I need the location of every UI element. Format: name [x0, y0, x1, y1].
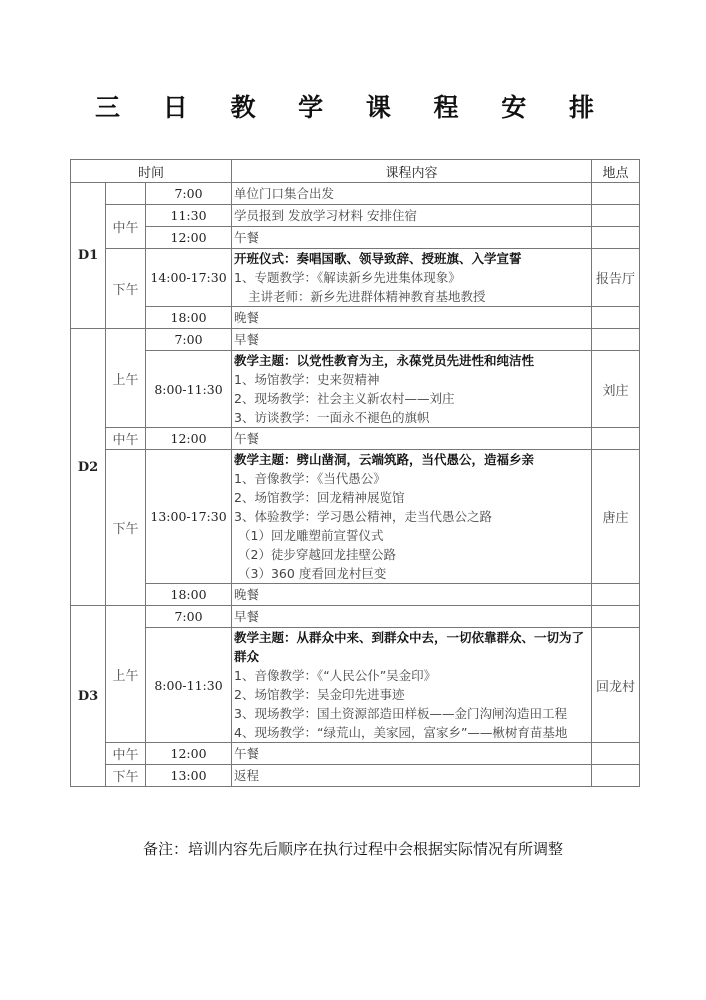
time-cell: 8:00-11:30: [146, 351, 232, 428]
time-cell: 8:00-11:30: [146, 628, 232, 743]
content-line: 2、场馆教学：吴金印先进事迹: [234, 687, 405, 702]
table-row: [71, 765, 640, 787]
period-cell: 中午: [106, 428, 146, 450]
time-cell: 12:00: [146, 227, 232, 249]
table-row: [71, 351, 640, 428]
time-cell: 7:00: [146, 183, 232, 205]
content-line: 1、音像教学：《“人民公仆”吴金印》: [234, 668, 437, 683]
location-cell: 报告厅: [592, 249, 640, 307]
page-title: 三 日 教 学 课 程 安 排: [95, 93, 611, 122]
content-cell: 午餐: [232, 428, 592, 450]
content-line: （2）徒步穿越回龙挂壁公路: [238, 547, 396, 562]
day-label: D2: [71, 329, 106, 606]
period-cell: 中午: [106, 205, 146, 249]
location-cell: [592, 307, 640, 329]
content-line: 3、现场教学：国土资源部造田样板——金门沟闸沟造田工程: [234, 706, 567, 721]
content-line: 主讲老师：新乡先进群体精神教育基地教授: [248, 289, 486, 304]
content-cell: 学员报到 发放学习材料 安排住宿: [232, 205, 592, 227]
content-cell: 午餐: [232, 227, 592, 249]
period-cell: 下午: [106, 450, 146, 606]
day-label: D1: [71, 183, 106, 329]
content-cell: [232, 450, 592, 584]
table-row: [71, 227, 640, 249]
location-cell: [592, 183, 640, 205]
table-row: [71, 329, 640, 351]
location-cell: [592, 584, 640, 606]
time-cell: 11:30: [146, 205, 232, 227]
content-line: 3、访谈教学：一面永不褪色的旗帜: [234, 410, 430, 425]
table-row: [71, 428, 640, 450]
schedule-table: [70, 159, 640, 787]
period-cell: 上午: [106, 606, 146, 743]
content-line: 1、场馆教学：史来贺精神: [234, 372, 380, 387]
table-row: [71, 743, 640, 765]
table-row: [71, 183, 640, 205]
content-line: 2、场馆教学：回龙精神展览馆: [234, 490, 405, 505]
time-cell: 7:00: [146, 606, 232, 628]
location-cell: 唐庄: [592, 450, 640, 584]
period-cell: 上午: [106, 329, 146, 428]
time-cell: 13:00-17:30: [146, 450, 232, 584]
time-cell: 14:00-17:30: [146, 249, 232, 307]
location-cell: 回龙村: [592, 628, 640, 743]
time-cell: 18:00: [146, 307, 232, 329]
header-time: 时间: [71, 160, 232, 183]
header-location: 地点: [592, 160, 640, 183]
content-cell: 早餐: [232, 329, 592, 351]
location-cell: [592, 329, 640, 351]
day-label: D3: [71, 606, 106, 787]
footnote: 备注：培训内容先后顺序在执行过程中会根据实际情况有所调整: [142, 840, 563, 858]
content-cell: [232, 249, 592, 307]
location-cell: [592, 606, 640, 628]
table-row: [71, 450, 640, 584]
location-cell: [592, 765, 640, 787]
period-cell: 下午: [106, 249, 146, 329]
table-row: [71, 606, 640, 628]
time-cell: 13:00: [146, 765, 232, 787]
period-cell: 中午: [106, 743, 146, 765]
teaching-theme: 教学主题：劈山凿洞，云端筑路，当代愚公，造福乡亲: [234, 452, 535, 467]
content-cell: 晚餐: [232, 307, 592, 329]
table-row: [71, 628, 640, 743]
content-line: （3）360 度看回龙村巨变: [238, 566, 387, 581]
content-cell: 返程: [232, 765, 592, 787]
content-line: 4、现场教学：“绿荒山，美家园，富家乡”——楸树育苗基地: [234, 725, 568, 740]
period-cell: [106, 183, 146, 205]
time-cell: 12:00: [146, 428, 232, 450]
time-cell: 7:00: [146, 329, 232, 351]
content-cell: 午餐: [232, 743, 592, 765]
content-cell: [232, 351, 592, 428]
time-cell: 18:00: [146, 584, 232, 606]
teaching-theme: 教学主题：以党性教育为主，永葆党员先进性和纯洁性: [234, 353, 535, 368]
location-cell: [592, 205, 640, 227]
content-cell: 单位门口集合出发: [232, 183, 592, 205]
content-line: （1）回龙雕塑前宣誓仪式: [238, 528, 384, 543]
table-row: [71, 205, 640, 227]
content-line: 2、现场教学：社会主义新农村——刘庄: [234, 391, 455, 406]
teaching-theme: 教学主题：从群众中来、到群众中去，一切依靠群众、一切为了群众: [234, 630, 585, 664]
content-cell: 早餐: [232, 606, 592, 628]
content-line: 1、专题教学：《解读新乡先进集体现象》: [234, 270, 461, 285]
table-header-row: [71, 160, 640, 183]
teaching-theme: 开班仪式：奏唱国歌、领导致辞、授班旗、入学宣誓: [234, 251, 522, 266]
content-line: 1、音像教学：《当代愚公》: [234, 471, 386, 486]
period-cell: 下午: [106, 765, 146, 787]
location-cell: [592, 227, 640, 249]
location-cell: [592, 428, 640, 450]
content-line: 3、体验教学：学习愚公精神，走当代愚公之路: [234, 509, 492, 524]
header-content: 课程内容: [232, 160, 592, 183]
content-cell: [232, 628, 592, 743]
content-cell: 晚餐: [232, 584, 592, 606]
time-cell: 12:00: [146, 743, 232, 765]
table-row: [71, 249, 640, 307]
location-cell: 刘庄: [592, 351, 640, 428]
location-cell: [592, 743, 640, 765]
table-row: [71, 584, 640, 606]
table-row: [71, 307, 640, 329]
